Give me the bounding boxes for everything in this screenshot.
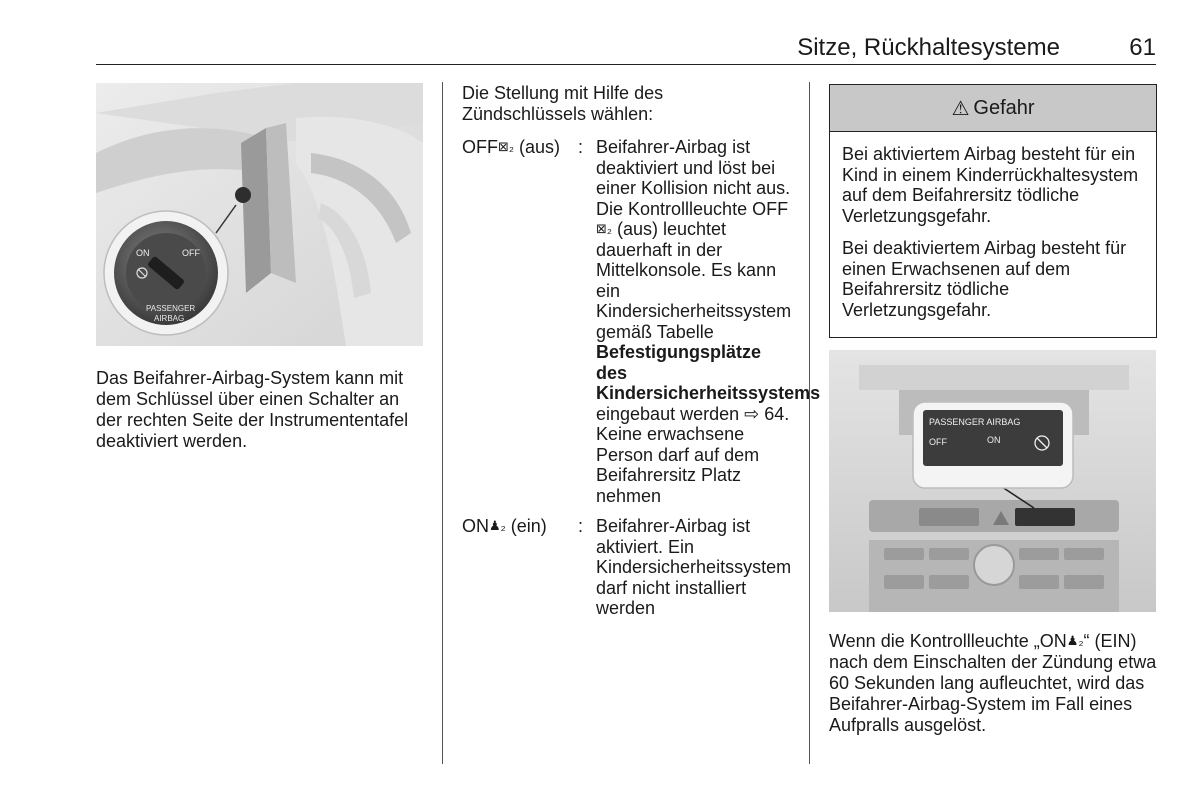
danger-heading	[830, 85, 1156, 132]
position-on-suffix: (ein)	[510, 516, 547, 536]
section-title: Sitze, Rückhaltesysteme	[797, 34, 1060, 61]
page-reference-arrow-icon: ⇨	[744, 403, 760, 424]
figure-label-on: ON	[136, 248, 150, 258]
panel-on-label: ON	[987, 435, 1001, 445]
airbag-on-icon: ♟₂	[1066, 633, 1084, 648]
position-on-row	[462, 516, 802, 626]
console-illustration	[829, 350, 1156, 612]
airbag-off-icon: ⊠₂	[498, 139, 514, 154]
position-off-key: OFF	[462, 137, 498, 157]
table-reference[interactable]: Befestigungsplätze des Kindersicherheitssystems	[596, 342, 821, 403]
danger-title: Gefahr	[973, 96, 1035, 119]
page-header	[96, 34, 1156, 65]
page-number: 61	[1129, 34, 1156, 61]
danger-paragraph: Bei deaktiviertem Airbag besteht für einen Erwachsenen auf dem Beifahrersitz tödliche Verletzungsgefahr.	[842, 238, 1127, 320]
position-off-label	[462, 137, 560, 158]
position-on-key: ON	[462, 516, 489, 536]
column-divider-right	[809, 82, 810, 764]
position-on-description: Beifahrer-Airbag ist aktiviert. Ein Kindersicherheitssystem darf nicht installiert werden	[596, 516, 792, 618]
figure-label-off: OFF	[182, 248, 200, 258]
position-off-suffix: (aus)	[518, 137, 560, 157]
figure-label-passenger: PASSENGER	[146, 304, 196, 313]
danger-body	[830, 132, 1156, 320]
colon: :	[578, 137, 584, 157]
danger-box	[829, 84, 1157, 338]
airbag-off-icon: ⊠₂	[596, 221, 612, 236]
position-on-label	[462, 516, 547, 537]
figure-label-airbag: AIRBAG	[154, 314, 185, 323]
right-caption: Wenn die Kontrollleuchte „ON♟₂“ (EIN) nach dem Einschalten der Zündung etwa 60 Sekunden lang aufleuchtet, wird das Beifahrer-Airbag-System im Fall eines Aufpralls ausgelöst.	[829, 631, 1157, 735]
danger-paragraph: Bei aktiviertem Airbag besteht für ein Kind in einem Kinderrückhaltesystem auf dem Beifahrersitz tödliche Verletzungsgefahr.	[842, 144, 1139, 226]
airbag-on-icon: ♟₂	[489, 518, 506, 533]
airbag-switch-illustration	[96, 83, 423, 346]
warning-triangle-icon: ⚠	[951, 97, 970, 120]
column-divider-left	[442, 82, 443, 764]
panel-title: PASSENGER AIRBAG	[929, 417, 1021, 427]
position-off-row	[462, 137, 821, 517]
airbag-switch-figure	[96, 83, 423, 346]
position-off-description: Beifahrer-Airbag ist deaktiviert und löst bei einer Kollision nicht aus. Die Kontrollleuchte OFF⊠₂ (aus) leuchtet dauerhaft in der Mittelkonsole. Es kann ein Kindersicherheitssystem gemäß Tabelle Befestigungsplätze des Kindersicherheitssystems eingebaut werden ⇨ 64. Keine erwachsene Person darf auf dem Beifahrersitz Platz nehmen	[596, 137, 821, 506]
colon: :	[578, 516, 584, 536]
left-caption: Das Beifahrer-Airbag-System kann mit dem Schlüssel über einen Schalter an der rechten Seite der Instrumententafel deaktiviert werden.	[96, 368, 409, 451]
intro-text: Die Stellung mit Hilfe des Zündschlüssels wählen:	[462, 83, 664, 124]
panel-off-label: OFF	[929, 437, 947, 447]
console-indicator-figure	[829, 350, 1156, 612]
